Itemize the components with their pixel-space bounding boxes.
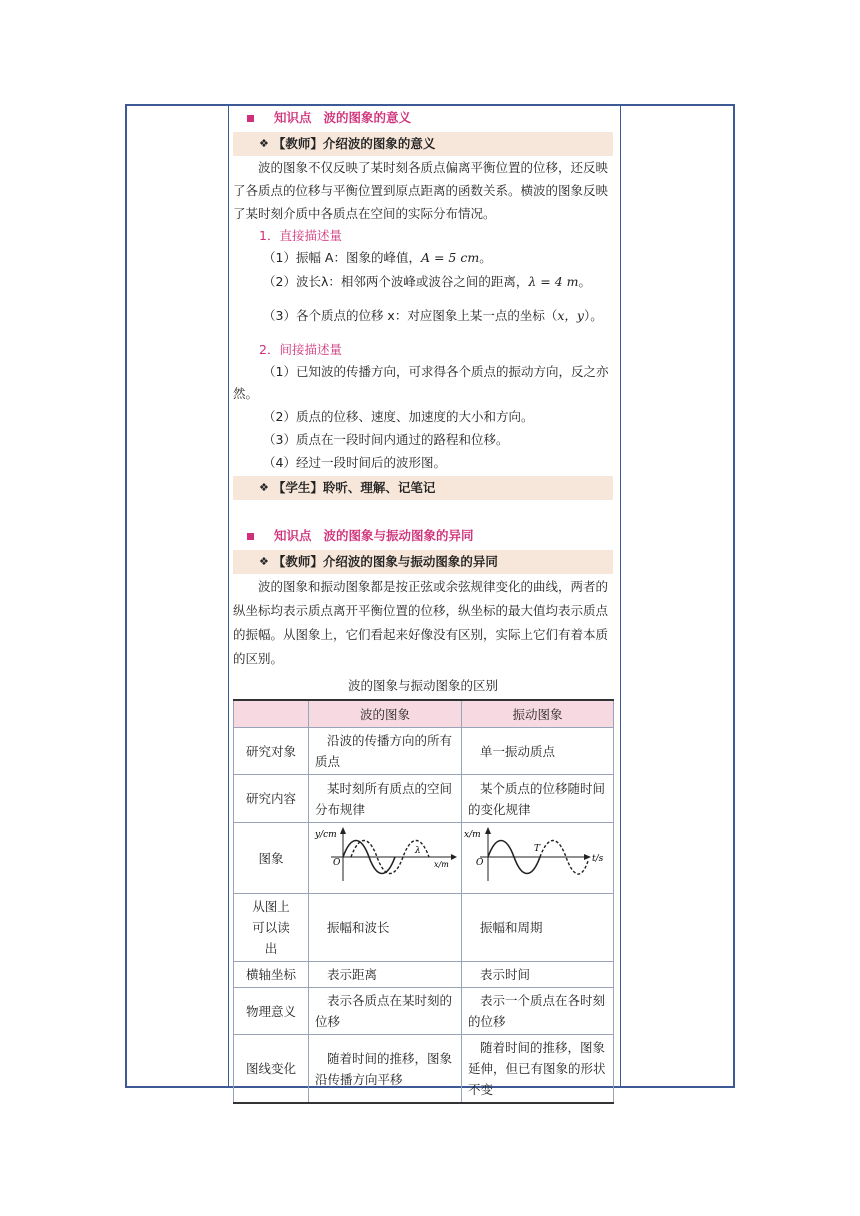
table-row: [234, 894, 614, 962]
table-row: [234, 962, 614, 988]
vibration-cell: 某个质点的位移随时间的变化规律: [462, 775, 614, 823]
table-row: [234, 823, 614, 894]
student-role-bar: [233, 476, 613, 500]
diamond-bullet-icon: ❖: [259, 137, 269, 150]
row-label: 图象: [234, 823, 309, 894]
wavelength-label: λ: [415, 846, 421, 856]
wave-cell: 某时刻所有质点的空间分布规律: [309, 775, 462, 823]
intro-paragraph: 波的图象不仅反映了某时刻各质点偏离平衡位置的位移，还反映了各质点的位移与平衡位置到原点距离的函数关系。横波的图象反映了某时刻介质中各质点在空间的实际分布情况。: [233, 160, 609, 221]
vibration-graph: [464, 825, 610, 885]
indirect-item: （3）质点在一段时间内通过的路程和位移。: [263, 432, 509, 447]
vibration-cell: 单一振动质点: [462, 728, 614, 775]
section-heading: [233, 106, 613, 130]
vibration-cell: 表示时间: [462, 962, 614, 988]
wave-y-axis-label: y/cm: [315, 830, 337, 840]
wave-origin-label: O: [333, 858, 341, 868]
wave-cell: 沿波的传播方向的所有质点: [309, 728, 462, 775]
row-label: 研究内容: [234, 775, 309, 823]
vibration-cell: 表示一个质点在各时刻的位移: [462, 988, 614, 1035]
header-cell: 振动图象: [462, 700, 614, 728]
row-label: 从图上可以读出: [234, 894, 309, 962]
vibration-x-axis-label: t/s: [592, 854, 604, 864]
header-cell: [234, 700, 309, 728]
header-cell: 波的图象: [309, 700, 462, 728]
wave-cell: 随着时间的推移，图象沿传播方向平移: [309, 1035, 462, 1104]
vibration-cell: 振幅和周期: [462, 894, 614, 962]
section-title: 波的图象的意义: [323, 110, 412, 125]
table-header-row: [234, 700, 614, 728]
direct-item: （3）各个质点的位移 x：对应图象上某一点的坐标（x，y）。: [263, 308, 603, 323]
square-bullet-icon: [247, 533, 254, 540]
table-row: [234, 1035, 614, 1104]
vibration-origin-label: O: [476, 858, 484, 868]
row-label: 图线变化: [234, 1035, 309, 1104]
indirect-item: （2）质点的位移、速度、加速度的大小和方向。: [263, 409, 534, 424]
table-row: [234, 988, 614, 1035]
row-label: 横轴坐标: [234, 962, 309, 988]
lesson-content: [233, 106, 613, 1104]
vibration-cell: 随着时间的推移，图象延伸，但已有图象的形状不变: [462, 1035, 614, 1104]
column-divider-left: [228, 106, 229, 1086]
teacher-role-label: 【教师】介绍波的图象的意义: [272, 136, 436, 151]
section-title: 波的图象与振动图象的异同: [323, 528, 474, 543]
period-label: T: [534, 844, 541, 854]
indirect-item: （1）已知波的传播方向，可求得各个质点的振动方向，反之亦然。: [233, 364, 609, 401]
wave-cell: 表示各质点在某时刻的位移: [309, 988, 462, 1035]
section-prefix: 知识点: [274, 110, 312, 125]
table-row: [234, 775, 614, 823]
wave-cell: 振幅和波长: [309, 894, 462, 962]
direct-quantities-heading: 1．直接描述量: [259, 228, 342, 243]
column-divider-right: [620, 106, 621, 1086]
comparison-table: [233, 699, 614, 1104]
wave-graph: [311, 825, 457, 885]
direct-item: （2）波长λ：相邻两个波峰或波谷之间的距离，λ = 4 m。: [263, 274, 591, 289]
teacher-role-label: 【教师】介绍波的图象与振动图象的异同: [272, 554, 498, 569]
direct-item: （1）振幅 A：图象的峰值，A = 5 cm。: [263, 250, 492, 265]
teacher-role-bar: [233, 550, 613, 574]
intro-paragraph: 波的图象和振动图象都是按正弦或余弦规律变化的曲线，两者的纵坐标均表示质点离开平衡位置的位移，纵坐标的最大值均表示质点的振幅。从图象上，它们看起来好像没有区别，实际上它们有着本质的区别。: [233, 579, 609, 666]
section-heading: [233, 524, 613, 548]
wave-x-axis-label: x/m: [434, 860, 449, 869]
row-label: 物理意义: [234, 988, 309, 1035]
diamond-bullet-icon: ❖: [259, 555, 269, 568]
diamond-bullet-icon: ❖: [259, 481, 269, 494]
square-bullet-icon: [247, 115, 254, 122]
vibration-y-axis-label: x/m: [464, 830, 481, 840]
vibration-graph-cell: [462, 823, 614, 894]
wave-graph-cell: [309, 823, 462, 894]
wave-cell: 表示距离: [309, 962, 462, 988]
indirect-quantities-heading: 2．间接描述量: [259, 342, 342, 357]
row-label: 研究对象: [234, 728, 309, 775]
student-role-label: 【学生】聆听、理解、记笔记: [272, 480, 436, 495]
section-prefix: 知识点: [274, 528, 312, 543]
table-row: [234, 728, 614, 775]
teacher-role-bar: [233, 132, 613, 156]
table-caption: 波的图象与振动图象的区别: [347, 678, 498, 693]
indirect-item: （4）经过一段时间后的波形图。: [263, 455, 446, 470]
